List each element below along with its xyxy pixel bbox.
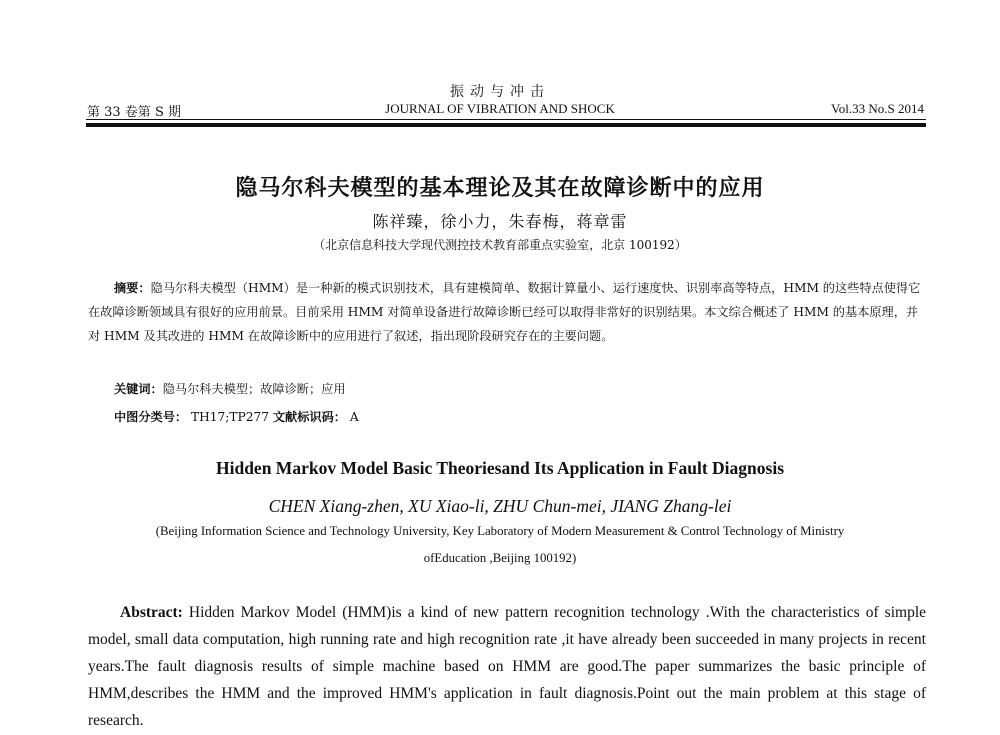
affiliation-chinese: （北京信息科技大学现代测控技术教育部重点实验室，北京 100192）: [313, 238, 687, 252]
abstract-text-chinese: 隐马尔科夫模型（HMM）是一种新的模式识别技术，具有建模简单、数据计算量小、运行速度快、识别率高等特点，HMM 的这些特点使得它在故障诊断领域具有很好的应用前景。目前采用 HMM 对简单设备进行故障诊断已经可以取得非常好的识别结果。本文综合概述了 HMM 的基本原理，并对 HMM 及其改进的 HMM 在故障诊断中的应用进行了叙述，指出现阶段研究存在的主要问题。: [88, 281, 921, 343]
journal-name-english: JOURNAL OF VIBRATION AND SHOCK: [385, 101, 615, 116]
header-rule-thick: [86, 123, 926, 127]
affiliation-english-line-2: ofEducation ,Beijing 100192): [423, 551, 577, 565]
keywords-line: [114, 380, 346, 397]
affiliation-english-line-1: (Beijing Information Science and Technology University, Key Laboratory of Modern Measurement & Control Technology of Ministry: [155, 524, 845, 538]
keywords-label: 关键词：: [114, 382, 163, 396]
abstract-text-english: Hidden Markov Model (HMM)is a kind of new pattern recognition technology .With the characteristics of simple model, small data computation, high running rate and high recognition rate ,it have already been succeeded in many projects in recent years.The fault diagnosis results of simple machine based on HMM are good.The paper summarizes the basic principle of HMM,describes the HMM and the improved HMM's application in fault diagnosis.Point out the main problem at this stage of research.: [88, 604, 927, 729]
paper-title-english: Hidden Markov Model Basic Theoriesand Its Application in Fault Diagnosis: [215, 458, 785, 478]
authors-english: CHEN Xiang-zhen, XU Xiao-li, ZHU Chun-mei, JIANG Zhang-lei: [268, 496, 732, 516]
abstract-english: [88, 599, 926, 734]
clc-label: 中图分类号：: [114, 410, 188, 424]
clc-value: TH17;TP277: [191, 410, 269, 424]
abstract-chinese: [88, 276, 926, 348]
doc-code-value: A: [349, 410, 359, 424]
paper-title-chinese: 隐马尔科夫模型的基本理论及其在故障诊断中的应用: [235, 176, 765, 201]
abstract-label-english: Abstract:: [120, 604, 183, 621]
issue-number: 第 33 卷第 S 期: [87, 105, 181, 120]
authors-chinese: 陈祥臻，徐小力，朱春梅，蒋章雷: [372, 212, 628, 231]
volume-info: Vol.33 No.S 2014: [831, 101, 924, 116]
keywords-value: 隐马尔科夫模型；故障诊断；应用: [162, 382, 346, 396]
abstract-label-chinese: 摘要：: [114, 281, 151, 295]
doc-code-label: 文献标识码：: [272, 410, 346, 424]
journal-name-chinese: 振动与冲击: [450, 84, 550, 100]
classification-line: [114, 408, 359, 425]
header-rule-thin: [86, 119, 926, 120]
